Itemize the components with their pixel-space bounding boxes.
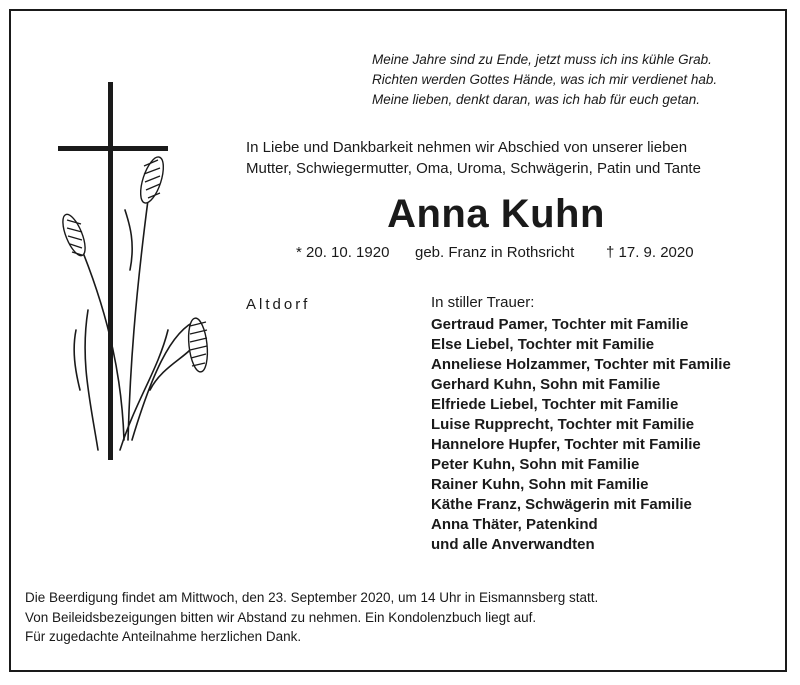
mourners-list [431, 315, 731, 555]
verse-line: Richten werden Gottes Hände, was ich mir verdienet hab. [372, 72, 718, 87]
list-item: Peter Kuhn, Sohn mit Familie [431, 456, 640, 473]
list-item: Käthe Franz, Schwägerin mit Familie [431, 496, 692, 513]
list-item: Rainer Kuhn, Sohn mit Familie [431, 476, 649, 493]
list-item: Gerhard Kuhn, Sohn mit Familie [431, 376, 661, 393]
list-item: Gertraud Pamer, Tochter mit Familie [431, 316, 689, 333]
list-item: Anna Thäter, Patenkind [431, 516, 598, 533]
list-item: Else Liebel, Tochter mit Familie [431, 336, 655, 353]
intro-line: Mutter, Schwiegermutter, Oma, Uroma, Schwägerin, Patin und Tante [246, 160, 701, 177]
birth-date: * 20. 10. 1920 [296, 244, 390, 261]
verse-line: Meine Jahre sind zu Ende, jetzt muss ich ins kühle Grab. [372, 52, 712, 67]
verse-line: Meine lieben, denkt daran, was ich hab für euch getan. [372, 92, 700, 107]
funeral-line: Für zugedachte Anteilnahme herzlichen Dank. [25, 629, 302, 644]
place-name: Altdorf [246, 296, 311, 313]
mourning-heading: In stiller Trauer: [431, 294, 535, 311]
list-item: Anneliese Holzammer, Tochter mit Familie [431, 356, 731, 373]
deceased-name: Anna Kuhn [387, 192, 605, 236]
list-item: Luise Rupprecht, Tochter mit Familie [431, 416, 695, 433]
death-date: † 17. 9. 2020 [606, 244, 694, 261]
intro-line: In Liebe und Dankbarkeit nehmen wir Abschied von unserer lieben [246, 139, 688, 156]
cross-with-wheat-icon [40, 70, 230, 470]
list-item: Hannelore Hupfer, Tochter mit Familie [431, 436, 701, 453]
funeral-line: Von Beileidsbezeigungen bitten wir Abstand zu nehmen. Ein Kondolenzbuch liegt auf. [25, 609, 537, 625]
intro-text [246, 137, 766, 179]
verse [372, 50, 752, 110]
list-item: Elfriede Liebel, Tochter mit Familie [431, 396, 679, 413]
funeral-line: Die Beerdigung findet am Mittwoch, den 23. September 2020, um 14 Uhr in Eismannsberg statt. [25, 590, 599, 605]
maiden-name: geb. Franz in Rothsricht [415, 244, 575, 261]
list-item: und alle Anverwandten [431, 536, 595, 553]
funeral-notes [25, 588, 598, 647]
